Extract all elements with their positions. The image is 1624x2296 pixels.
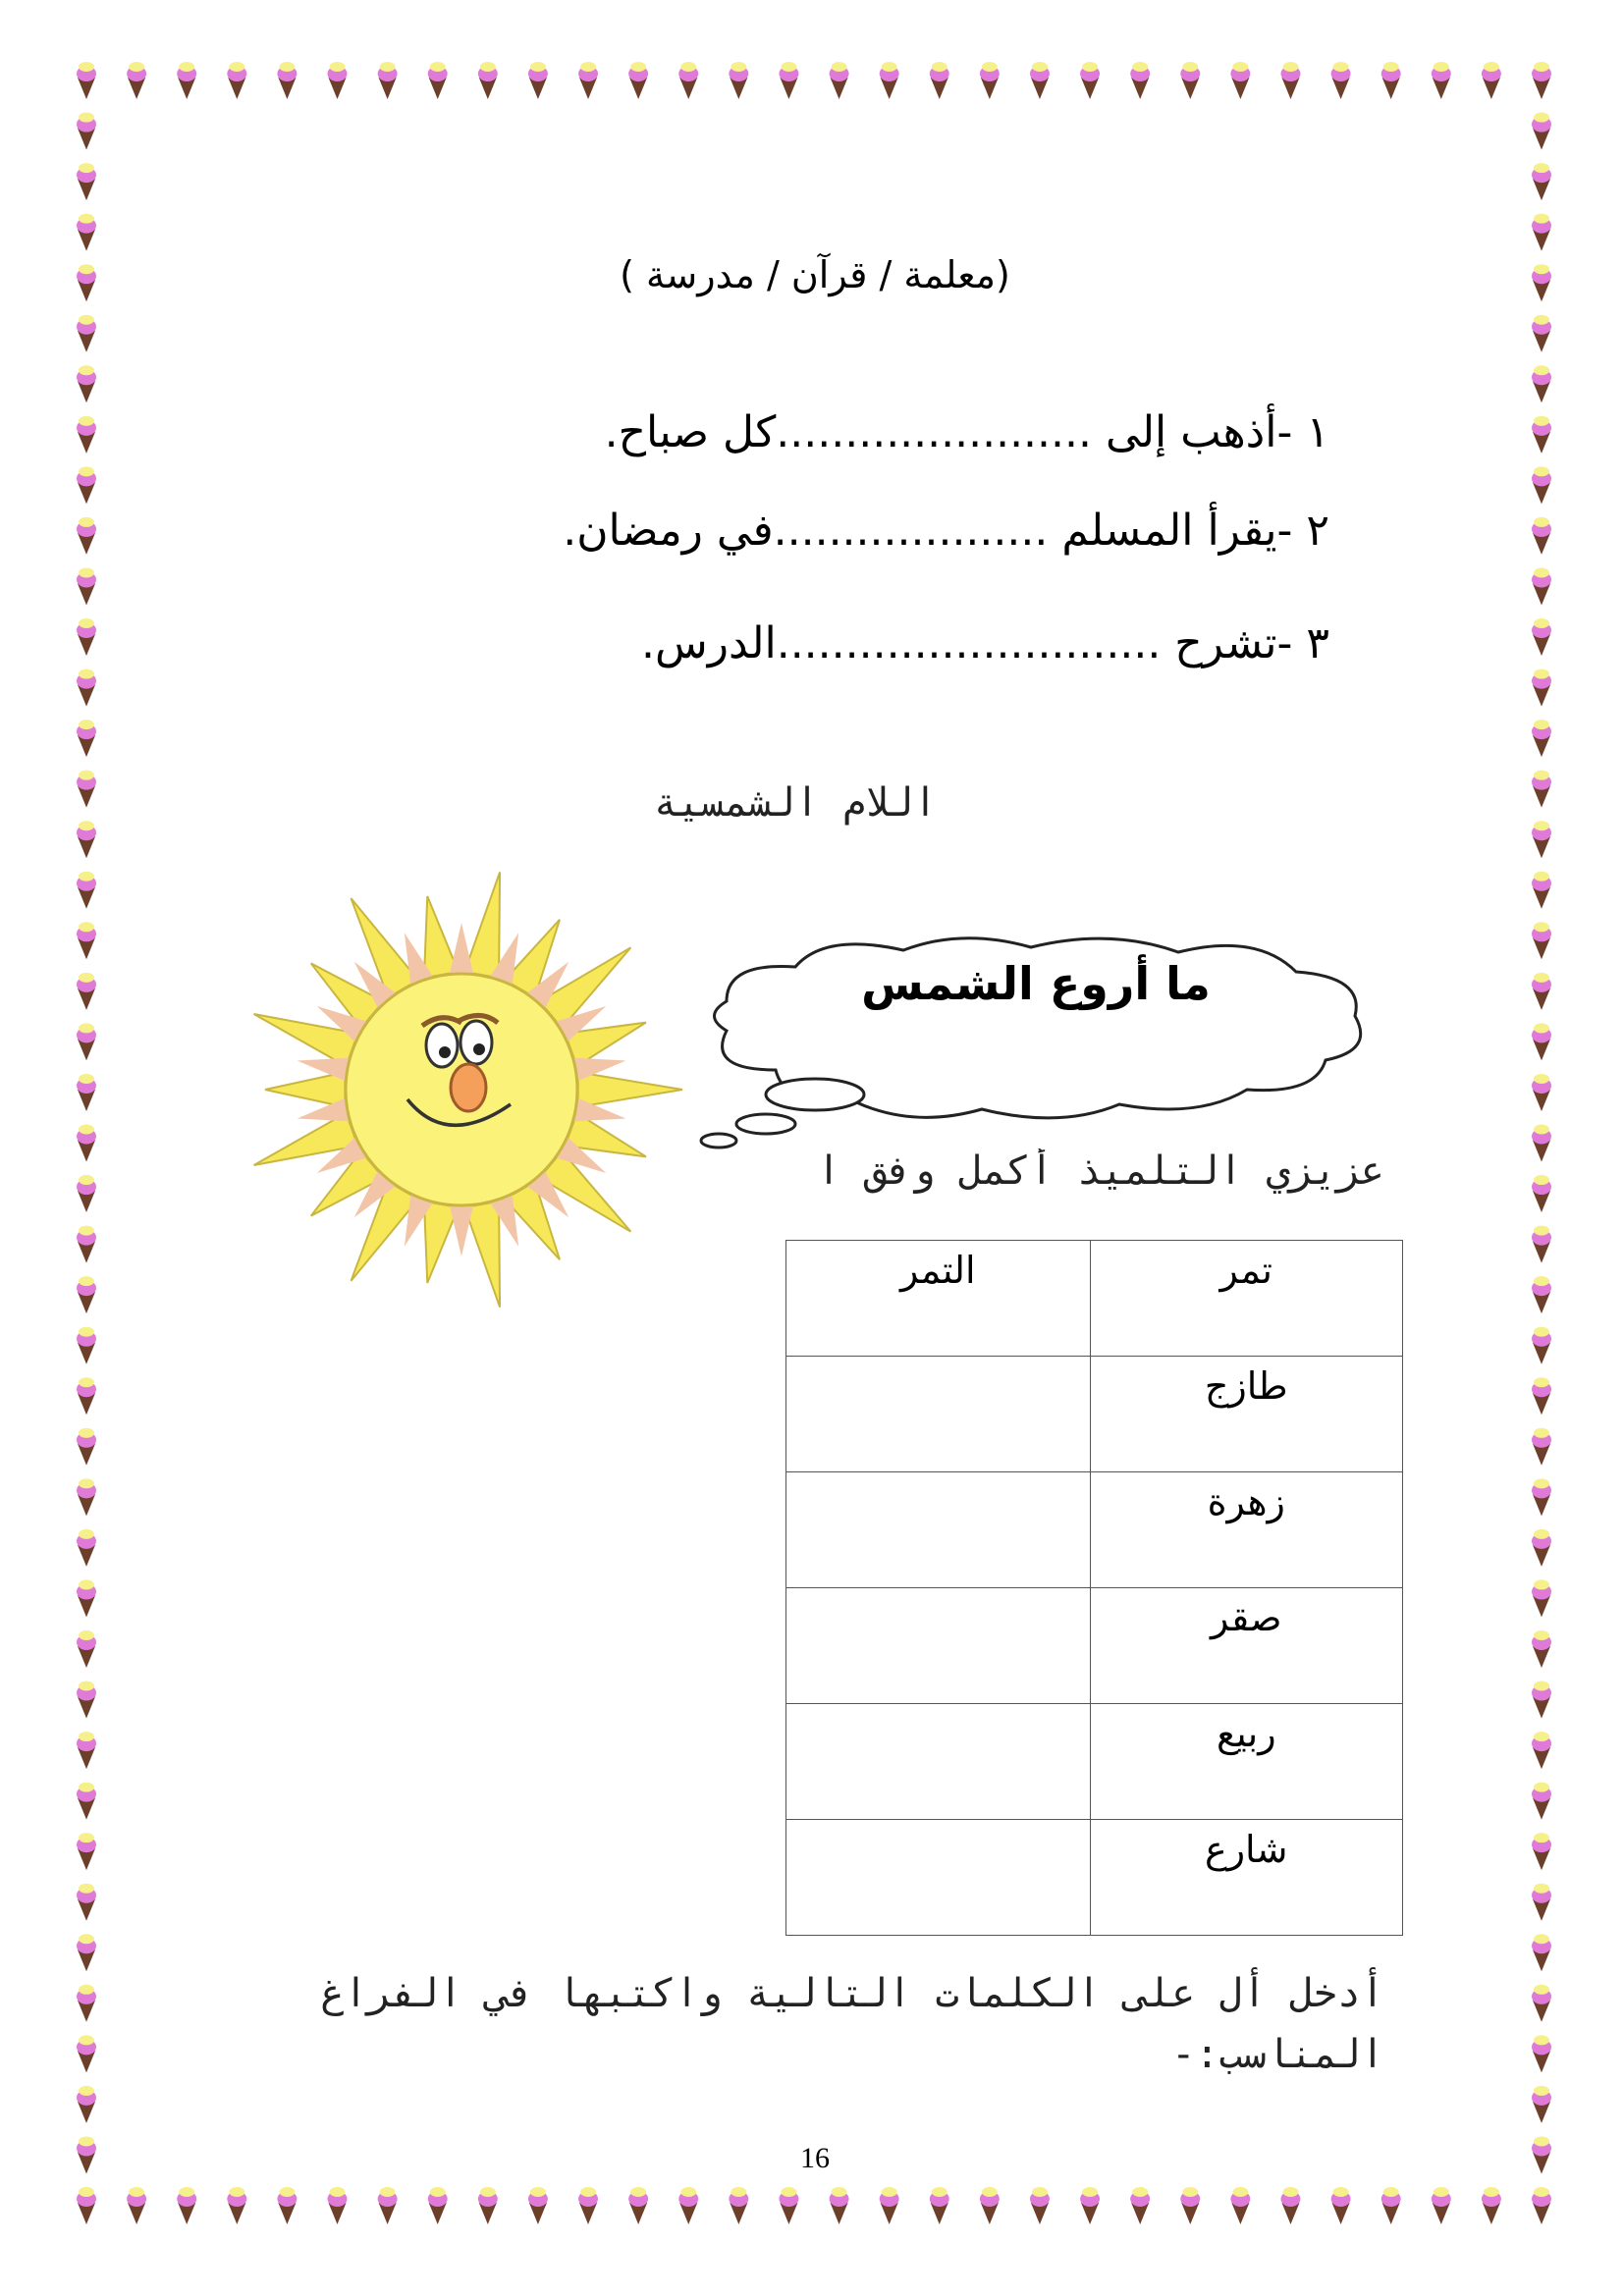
ice-cream-cone-icon bbox=[1532, 1428, 1551, 1466]
ice-cream-cone-icon bbox=[678, 2187, 698, 2224]
ice-cream-cone-icon bbox=[77, 466, 96, 504]
ice-cream-cone-icon bbox=[77, 1682, 96, 1719]
table-cell-blank[interactable] bbox=[786, 1704, 1091, 1820]
ice-cream-cone-icon bbox=[77, 973, 96, 1010]
ice-cream-cone-icon bbox=[880, 62, 899, 99]
ice-cream-cone-icon bbox=[177, 2187, 196, 2224]
ice-cream-cone-icon bbox=[227, 62, 246, 99]
ice-cream-cone-icon bbox=[77, 1428, 96, 1466]
ice-cream-cone-icon bbox=[1532, 365, 1551, 402]
ice-cream-cone-icon bbox=[1230, 62, 1250, 99]
ice-cream-cone-icon bbox=[1532, 821, 1551, 858]
ice-cream-cone-icon bbox=[729, 62, 748, 99]
ice-cream-cone-icon bbox=[77, 1529, 96, 1567]
ice-cream-cone-icon bbox=[127, 2187, 146, 2224]
ice-cream-cone-icon bbox=[77, 872, 96, 909]
ice-cream-cone-icon bbox=[77, 1276, 96, 1313]
ice-cream-cone-icon bbox=[930, 62, 949, 99]
ice-cream-cone-icon bbox=[678, 62, 698, 99]
ice-cream-cone-icon bbox=[428, 62, 448, 99]
ice-cream-cone-icon bbox=[1532, 315, 1551, 352]
ice-cream-cone-icon bbox=[1532, 1529, 1551, 1567]
ice-cream-cone-icon bbox=[830, 62, 849, 99]
ice-cream-cone-icon bbox=[77, 1833, 96, 1870]
table-cell: شارع bbox=[1090, 1820, 1403, 1936]
ice-cream-cone-icon bbox=[77, 365, 96, 402]
ice-cream-cone-icon bbox=[1532, 720, 1551, 757]
ice-cream-cone-icon bbox=[1180, 62, 1200, 99]
ice-cream-cone-icon bbox=[1130, 2187, 1150, 2224]
table-row bbox=[786, 1588, 1403, 1704]
sun-nose-icon bbox=[451, 1064, 486, 1111]
ice-cream-cone-icon bbox=[1532, 416, 1551, 454]
ice-cream-cone-icon bbox=[77, 922, 96, 959]
ice-cream-cone-icon bbox=[880, 2187, 899, 2224]
ice-cream-cone-icon bbox=[1482, 2187, 1501, 2224]
ice-cream-cone-icon bbox=[77, 315, 96, 352]
ice-cream-cone-icon bbox=[528, 2187, 548, 2224]
ice-cream-cone-icon bbox=[1030, 62, 1050, 99]
ice-cream-cone-icon bbox=[77, 2187, 96, 2224]
ice-cream-cone-icon bbox=[478, 62, 498, 99]
ice-cream-cone-icon bbox=[980, 2187, 1000, 2224]
table-cell: صقر bbox=[1090, 1588, 1403, 1704]
ice-cream-cone-icon bbox=[1432, 2187, 1451, 2224]
table-cell-blank[interactable] bbox=[786, 1820, 1091, 1936]
ice-cream-cone-icon bbox=[328, 62, 348, 99]
ice-cream-cone-icon bbox=[77, 2035, 96, 2072]
ice-cream-cone-icon bbox=[1532, 214, 1551, 251]
word-bank: (معلمة / قرآن / مدرسة ) bbox=[620, 253, 1010, 296]
table-row bbox=[786, 1472, 1403, 1588]
ice-cream-cone-icon bbox=[779, 2187, 798, 2224]
ice-cream-cone-icon bbox=[1030, 2187, 1050, 2224]
ice-cream-cone-icon bbox=[1532, 1175, 1551, 1212]
ice-cream-cone-icon bbox=[830, 2187, 849, 2224]
ice-cream-cone-icon bbox=[77, 1125, 96, 1162]
words-table bbox=[785, 1240, 1403, 1936]
ice-cream-cone-icon bbox=[77, 720, 96, 757]
ice-cream-cone-icon bbox=[1482, 62, 1501, 99]
ice-cream-cone-icon bbox=[1130, 62, 1150, 99]
ice-cream-cone-icon bbox=[1532, 1833, 1551, 1870]
ice-cream-cone-icon bbox=[1532, 1377, 1551, 1415]
ice-cream-cone-icon bbox=[1532, 2035, 1551, 2072]
ice-cream-cone-icon bbox=[1532, 1682, 1551, 1719]
ice-cream-cone-icon bbox=[428, 2187, 448, 2224]
ice-cream-cone-icon bbox=[77, 416, 96, 454]
ice-cream-cone-icon bbox=[77, 1985, 96, 2022]
ice-cream-cone-icon bbox=[1532, 1630, 1551, 1668]
ice-cream-cone-icon bbox=[1381, 62, 1401, 99]
ice-cream-cone-icon bbox=[1532, 466, 1551, 504]
instruction-2: أدخل أل على الكلمات التالية واكتبها في الفراغ المناسب:- bbox=[320, 1971, 1384, 2077]
ice-cream-cone-icon bbox=[578, 62, 598, 99]
sun-illustration bbox=[241, 864, 702, 1315]
ice-cream-cone-icon bbox=[1532, 113, 1551, 150]
section-heading: اللام الشمسية bbox=[653, 780, 938, 826]
ice-cream-cone-icon bbox=[77, 1175, 96, 1212]
ice-cream-cone-icon bbox=[1532, 1934, 1551, 1971]
table-cell-blank[interactable] bbox=[786, 1357, 1091, 1472]
table-cell: زهرة bbox=[1090, 1472, 1403, 1588]
ice-cream-cone-icon bbox=[1532, 618, 1551, 656]
ice-cream-cone-icon bbox=[1532, 771, 1551, 808]
ice-cream-cone-icon bbox=[628, 62, 648, 99]
ice-cream-cone-icon bbox=[77, 1884, 96, 1921]
ice-cream-cone-icon bbox=[77, 1579, 96, 1617]
ice-cream-cone-icon bbox=[77, 62, 96, 99]
ice-cream-cone-icon bbox=[277, 62, 297, 99]
ice-cream-cone-icon bbox=[1532, 1985, 1551, 2022]
ice-cream-cone-icon bbox=[628, 2187, 648, 2224]
table-cell-blank[interactable] bbox=[786, 1472, 1091, 1588]
ice-cream-cone-icon bbox=[980, 62, 1000, 99]
sentence-3: ٣ -تشرح ............................الدرس. bbox=[641, 618, 1329, 668]
ice-cream-cone-icon bbox=[1180, 2187, 1200, 2224]
ice-cream-cone-icon bbox=[77, 567, 96, 605]
table-cell: طازج bbox=[1090, 1357, 1403, 1472]
table-cell-blank[interactable] bbox=[786, 1588, 1091, 1704]
ice-cream-cone-icon bbox=[378, 2187, 398, 2224]
ice-cream-cone-icon bbox=[77, 163, 96, 200]
ice-cream-cone-icon bbox=[77, 1630, 96, 1668]
ice-cream-cone-icon bbox=[729, 2187, 748, 2224]
ice-cream-cone-icon bbox=[578, 2187, 598, 2224]
ice-cream-cone-icon bbox=[227, 2187, 246, 2224]
ice-cream-cone-icon bbox=[1532, 1327, 1551, 1364]
sentence-1: ١ -أذهب إلى .......................كل صباح. bbox=[604, 407, 1329, 457]
table-row bbox=[786, 1241, 1403, 1357]
instruction-1: عزيزي التلميذ أكمل وفق ا bbox=[817, 1148, 1384, 1194]
ice-cream-cone-icon bbox=[1532, 1579, 1551, 1617]
ice-cream-cone-icon bbox=[77, 2136, 96, 2173]
ice-cream-cone-icon bbox=[1080, 62, 1100, 99]
ice-cream-cone-icon bbox=[77, 669, 96, 707]
ice-cream-cone-icon bbox=[779, 62, 798, 99]
ice-cream-cone-icon bbox=[1532, 1226, 1551, 1263]
ice-cream-cone-icon bbox=[1381, 2187, 1401, 2224]
table-row bbox=[786, 1704, 1403, 1820]
ice-cream-cone-icon bbox=[1532, 1276, 1551, 1313]
table-cell: تمر bbox=[1090, 1241, 1403, 1357]
sentence-2: ٢ -يقرأ المسلم ....................في رمضان. bbox=[563, 506, 1329, 556]
ice-cream-cone-icon bbox=[328, 2187, 348, 2224]
ice-cream-cone-icon bbox=[1532, 1023, 1551, 1060]
ice-cream-cone-icon bbox=[528, 62, 548, 99]
ice-cream-cone-icon bbox=[77, 1934, 96, 1971]
ice-cream-cone-icon bbox=[77, 1783, 96, 1820]
table-row bbox=[786, 1820, 1403, 1936]
ice-cream-cone-icon bbox=[1230, 2187, 1250, 2224]
ice-cream-cone-icon bbox=[1532, 264, 1551, 301]
table-cell: التمر bbox=[786, 1241, 1091, 1357]
ice-cream-cone-icon bbox=[77, 1377, 96, 1415]
table-cell: ربيع bbox=[1090, 1704, 1403, 1820]
ice-cream-cone-icon bbox=[77, 1023, 96, 1060]
ice-cream-cone-icon bbox=[77, 821, 96, 858]
ice-cream-cone-icon bbox=[127, 62, 146, 99]
ice-cream-cone-icon bbox=[1280, 2187, 1300, 2224]
ice-cream-cone-icon bbox=[378, 62, 398, 99]
ice-cream-cone-icon bbox=[1532, 163, 1551, 200]
ice-cream-cone-icon bbox=[77, 214, 96, 251]
ice-cream-cone-icon bbox=[478, 2187, 498, 2224]
ice-cream-cone-icon bbox=[1532, 669, 1551, 707]
ice-cream-cone-icon bbox=[1532, 62, 1551, 99]
ice-cream-cone-icon bbox=[1532, 517, 1551, 555]
ice-cream-cone-icon bbox=[77, 771, 96, 808]
ice-cream-cone-icon bbox=[1532, 1884, 1551, 1921]
ice-cream-cone-icon bbox=[77, 1226, 96, 1263]
ice-cream-cone-icon bbox=[77, 1732, 96, 1769]
ice-cream-cone-icon bbox=[1532, 2187, 1551, 2224]
ice-cream-cone-icon bbox=[77, 517, 96, 555]
ice-cream-cone-icon bbox=[77, 1327, 96, 1364]
ice-cream-cone-icon bbox=[1532, 872, 1551, 909]
ice-cream-cone-icon bbox=[1532, 567, 1551, 605]
ice-cream-cone-icon bbox=[1532, 2086, 1551, 2123]
ice-cream-cone-icon bbox=[77, 618, 96, 656]
bubble-text: ما أروع الشمس bbox=[861, 957, 1211, 1010]
ice-cream-cone-icon bbox=[1532, 1478, 1551, 1516]
ice-cream-cone-icon bbox=[1331, 62, 1351, 99]
ice-cream-cone-icon bbox=[77, 1074, 96, 1111]
ice-cream-cone-icon bbox=[1532, 1125, 1551, 1162]
ice-cream-cone-icon bbox=[1532, 973, 1551, 1010]
ice-cream-cone-icon bbox=[930, 2187, 949, 2224]
ice-cream-cone-icon bbox=[1532, 922, 1551, 959]
ice-cream-cone-icon bbox=[177, 62, 196, 99]
page-number: 16 bbox=[800, 2142, 830, 2174]
ice-cream-cone-icon bbox=[1331, 2187, 1351, 2224]
ice-cream-cone-icon bbox=[1432, 62, 1451, 99]
ice-cream-cone-icon bbox=[1532, 1074, 1551, 1111]
ice-cream-cone-icon bbox=[77, 113, 96, 150]
ice-cream-cone-icon bbox=[277, 2187, 297, 2224]
ice-cream-cone-icon bbox=[1532, 2136, 1551, 2173]
ice-cream-cone-icon bbox=[77, 1478, 96, 1516]
ice-cream-cone-icon bbox=[1532, 1732, 1551, 1769]
ice-cream-cone-icon bbox=[1080, 2187, 1100, 2224]
ice-cream-cone-icon bbox=[1280, 62, 1300, 99]
table-row bbox=[786, 1357, 1403, 1472]
ice-cream-cone-icon bbox=[77, 264, 96, 301]
ice-cream-cone-icon bbox=[1532, 1783, 1551, 1820]
ice-cream-cone-icon bbox=[77, 2086, 96, 2123]
